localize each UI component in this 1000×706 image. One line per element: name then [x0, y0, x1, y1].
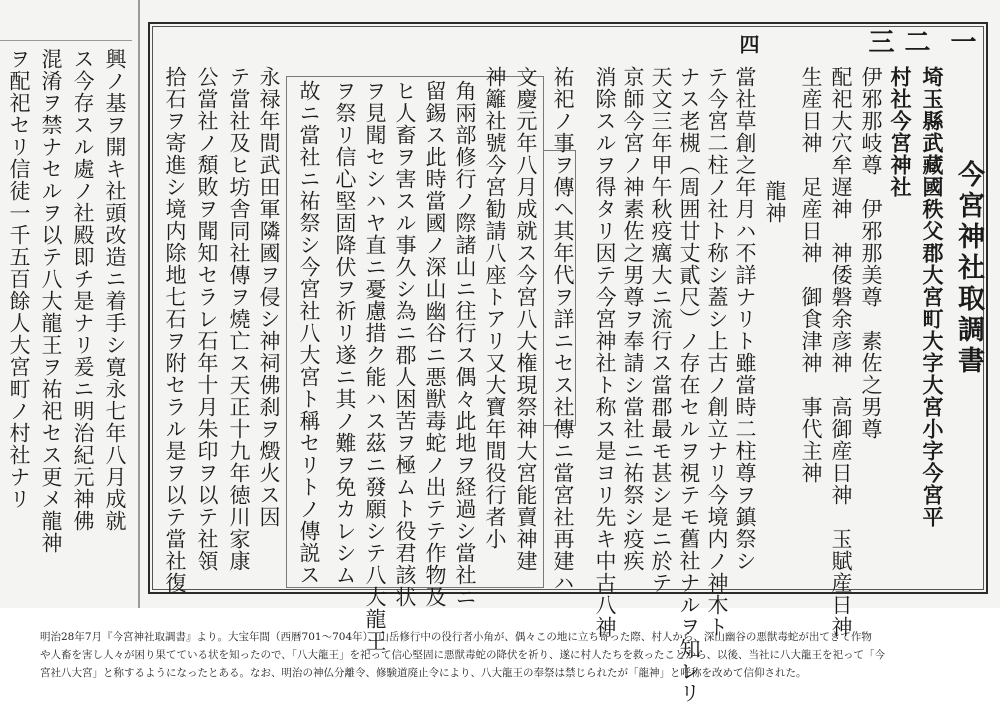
text-column-22: 永禄年間武田軍隣國ヲ侵シ神祠佛刹ヲ燬火ス因: [257, 66, 281, 528]
text-column-5: 生産日神 足産日神 御食津神 事代主神: [799, 66, 823, 484]
caption-line-3: 宮社八大宮」と称するようになったとある。なお、明治の神仏分離令、修験道廃止令により、八大龍王の奉祭は禁じられたが「龍神」と呼称を改めて信仰された。: [40, 667, 807, 679]
section-number-1: 一: [946, 28, 976, 54]
text-column-25: 拾石ヲ寄進シ境内除地七石ヲ附セラル是ヲ以テ當社復: [163, 66, 187, 594]
text-column-21: 故ニ當社ニ祐祭シ今宮社八大宮ト稱セリトノ傳説ス: [297, 80, 321, 586]
text-column-8: テ今宮二柱ノ社ト称シ蓋シ上古ノ創立ナリ今境内ノ神木ト: [705, 66, 729, 638]
text-column-18: ヒ人畜ヲ害スル事久シ為ニ郡人困苦ヲ極ムト役君該状: [393, 80, 417, 608]
text-column-7: 當社草創之年月ハ不詳ナリト雖當時二柱尊ヲ鎮祭シ: [733, 66, 757, 572]
text-column-19: ヲ見聞セシハヤ直ニ憂慮措ク能ハス茲ニ發願シテ八大龍王: [363, 80, 387, 652]
text-column-4: 配祀大穴牟遅神 神倭磐余彦神 高御産日神 玉賦産日神: [829, 66, 853, 638]
text-column-13: 祐祀ノ事ヲ傳ヘ其年代ヲ詳ニセス社傳ニ當宮社再建ハ: [551, 66, 575, 594]
text-column-6: 龍神: [763, 180, 787, 224]
caption-line-2: や人畜を害し人々が困り果てている状を知ったので、「八大龍王」を祀って信心堅固に悪獣毒蛇の降伏を祈り、遂に村人たちを救ったことから、以後、当社に八大龍王を祀って「今: [40, 649, 886, 661]
text-column-15: 神籬社號今宮勧請八座トアリ又大寶年間役行者小: [483, 66, 507, 550]
caption: [40, 628, 970, 682]
page-fold-line: [138, 0, 140, 608]
text-column-16: 角兩部修行ノ際諸山ニ往行ス偶々此地ヲ経過シ當社ニ: [453, 80, 477, 608]
section-number-2: 二: [900, 28, 930, 54]
text-column-12: 消除スルヲ得タリ因テ今宮神社ト称ス是ヨリ先キ中古八神: [593, 66, 617, 638]
section-number-4: 四: [736, 34, 760, 54]
text-column-17: 留錫ス此時當國ノ深山幽谷ニ悪獣毒蛇ノ出テテ作物及: [423, 80, 447, 608]
text-column-23: テ當社及ヒ坊舎同社傳ヲ燒亡ス天正十九年徳川家康: [227, 66, 251, 572]
left-sheet-column-2: ス今存スル處ノ社殿即チ是ナリ爰ニ明治紀元神佛: [71, 48, 95, 532]
text-column-24: 公當社ノ頽敗ヲ聞知セラレ石年十月朱印ヲ以テ社領: [195, 66, 219, 572]
text-column-14: 文慶元年八月成就ス今宮八大権現祭神大宮能賣神建: [514, 66, 538, 572]
document-title: 今宮神社取調書: [953, 160, 984, 377]
text-column-1: 埼玉縣武藏國秩父郡大宮町大字大宮小字今宮平: [920, 66, 945, 528]
caption-line-1: 明治28年7月『今宮神社取調書』より。大宝年間（西暦701～704年）、山岳修行中の役行者小角が、偶々この地に立ち寄った際、村人から、深山幽谷の悪獣毒蛇が出てきて作物: [40, 631, 872, 643]
text-column-9: ナス老槻（周囲廿丈貳尺）ノ存在セルヲ視テモ舊社ナルヲ知レリ: [677, 66, 701, 704]
section-number-3: 三: [864, 28, 894, 54]
left-sheet-column-3: 混淆ヲ禁ナセルヲ以テ八大龍王ヲ祐祀セス更メ龍神: [39, 48, 63, 554]
text-column-2: 村社今宮神社: [888, 66, 913, 198]
left-sheet-column-1: 興ノ基ヲ開キ社頭改造ニ着手シ寛永七年八月成就: [103, 48, 127, 532]
text-column-11: 京師今宮ノ神素佐之男尊ヲ奉請シ當社ニ祐祭シ疫疾: [621, 66, 645, 572]
text-column-10: 天文三年甲午秋疫癘大ニ流行ス當郡最モ甚シ是ニ於テ: [649, 66, 673, 594]
text-column-20: ヲ祭リ信心堅固降伏ヲ祈リ遂ニ其ノ難ヲ免カレシム: [333, 80, 357, 586]
left-sheet-column-4: ヲ配祀セリ信徒一千五百餘人大宮町ノ村社ナリ: [7, 48, 31, 510]
text-column-3: 伊邪那岐尊 伊邪那美尊 素佐之男尊: [859, 66, 883, 440]
